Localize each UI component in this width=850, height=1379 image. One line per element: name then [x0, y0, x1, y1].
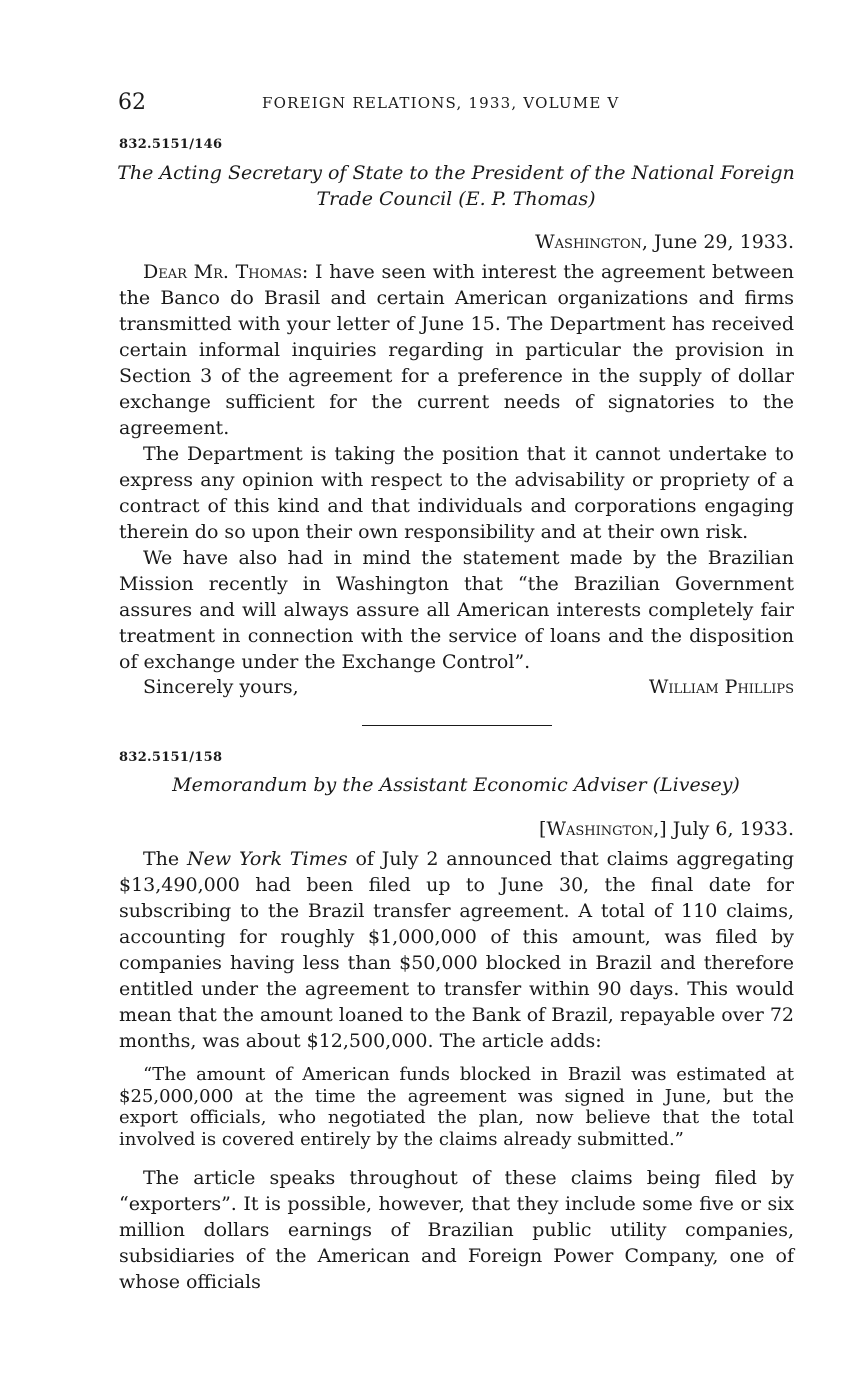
doc2-paragraph-2: The article speaks throughout of these claims being filed by “exporters”. It is possible, however, that they include some five or six million dollars earnings of Brazilian public utility companies, subsidiaries of the American and Foreign Power Company, one of whose officials: [119, 1167, 794, 1293]
doc1-dateline-place: Washington: [535, 231, 642, 253]
section-divider: [362, 725, 552, 726]
doc2-file-ref: 832.5151/158: [119, 750, 223, 765]
doc1-caption: [100, 160, 812, 212]
doc1-paragraph-3: We have also had in mind the statement made by the Brazilian Mission recently in Washington that “the Brazilian Government assures and will always assure all American interests completely fair treatment in connection with the service of loans and the disposition of exchange under the Exchange Control”.: [119, 547, 794, 673]
doc1-body: [119, 259, 794, 675]
doc1-file-ref: 832.5151/146: [119, 137, 223, 152]
doc2-paragraph-1-text: of July 2 announced that claims aggregating $13,490,000 had been filed up to June 30, the final date for subscribing to the Brazil transfer agreement. A total of 110 claims, accounting for roughly $1,000,000 of this amount, was filed by companies having less than $50,000 blocked in Brazil and therefore entitled under the agreement to transfer within 90 days. This would mean that the amount loaned to the Bank of Brazil, repayable over 72 months, was about $12,500,000. The article adds:: [119, 848, 794, 1052]
doc2-body-continued: [119, 1165, 794, 1295]
doc1-dateline-date: , June 29, 1933.: [641, 231, 794, 253]
doc2-caption: Memorandum by the Assistant Economic Adviser (Livesey): [172, 774, 740, 796]
doc2-paragraph-1-lead: The: [143, 848, 188, 870]
doc1-signoff: [119, 676, 794, 698]
doc1-dateline: [535, 231, 794, 253]
doc2-dateline-open: [: [539, 818, 547, 840]
doc1-paragraph-2: The Department is taking the position that it cannot undertake to express any opinion with respect to the advisability or propriety of a contract of this kind and that individuals and corporations engaging therein do so upon their own responsibility and at their own risk.: [119, 443, 794, 543]
doc2-body: [119, 846, 794, 1054]
running-title: FOREIGN RELATIONS, 1933, VOLUME V: [262, 94, 620, 112]
doc2-dateline-rest: ,] July 6, 1933.: [653, 818, 794, 840]
doc1-salutation: Dear Mr. Thomas:: [143, 261, 309, 283]
doc2-dateline: [539, 818, 794, 840]
doc1-paragraph-1: [119, 259, 794, 441]
newspaper-title: New York Times: [187, 848, 348, 870]
doc1-caption-line1: The Acting Secretary of State to the President of the National Foreign: [117, 162, 795, 184]
doc2-paragraph-1: [119, 846, 794, 1054]
doc2-dateline-place: Washington: [546, 818, 654, 840]
doc2-quotation: [119, 1064, 794, 1150]
doc1-paragraph-1-text: I have seen with interest the agreement between the Banco do Brasil and certain American organizations and firms transmitted with your letter of June 15. The Department has received certain informal inquiries regarding in particular the provision in Section 3 of the agreement for a preference in the supply of dollar exchange sufficient for the current needs of signatories to the agreement.: [119, 261, 794, 439]
doc2-quote-text: “The amount of American funds blocked in Brazil was estimated at $25,000,000 at the time the agreement was signed in June, but the export officials, who negotiated the plan, now believe that the total involved is covered entirely by the claims already submitted.”: [119, 1064, 794, 1150]
page-number: 62: [118, 90, 146, 115]
doc1-closing: Sincerely yours,: [143, 676, 299, 698]
doc1-signature: William Phillips: [648, 676, 794, 698]
doc1-caption-line2: Trade Council (E. P. Thomas): [316, 188, 596, 210]
